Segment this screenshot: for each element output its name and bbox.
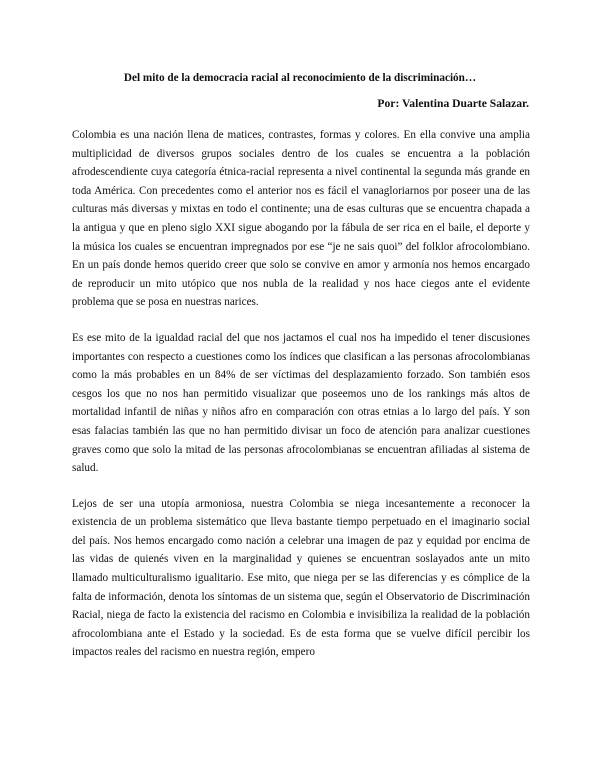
paragraph-3: Lejos de ser una utopía armoniosa, nuestra Colombia se niega incesantemente a reconocer la existencia de un problema sistemático que lleva bastante tiempo perpetuado en el imaginario social del país. Nos hemos encargado como nación a celebrar una imagen de paz y equidad por encima de las vidas de quienés viven en la marginalidad y quienes se encuentran soslayados ante un mito llamado multiculturalismo igualitario. Ese mito, que niega per se las diferencias y es cómplice de la falta de información, denota los síntomas de un sistema que, según el Observatorio de Discriminación Racial, niega de facto la existencia del racismo en Colombia e invisibiliza la realidad de la población afrocolombiana ante el Estado y la sociedad. Es de esta forma que se vuelve difícil percibir los impactos reales del racismo en nuestra región, empero [72, 497, 530, 659]
paragraph-2: Es ese mito de la igualdad racial del que nos jactamos el cual nos ha impedido el tener discusiones importantes con respecto a cuestiones como los índices que clasifican a las personas afrocolombianas como la más probables en un 84% de ser víctimas del desplazamiento forzado. Son también esos cesgos los que no nos han permitido visualizar que poseemos uno de los rankings más altos de mortalidad infantil de niñas y niños afro en comparación con otras etnias a lo largo del país. Y son esas falacias también las que no han permitido divisar un foco de atención para analizar cuestiones graves como que solo la mitad de las personas afrocolombianas se encuentran afiliadas al sistema de salud. [72, 331, 530, 475]
document-author: Por: Valentina Duarte Salazar. [377, 97, 529, 110]
paragraph-1: Colombia es una nación llena de matices, contrastes, formas y colores. En ella convive una amplia multiplicidad de diversos grupos sociales dentro de los cuales se encuentra a la población afrodescendiente cuya categoría étnica-racial representa a nivel continental la segunda más grande en toda América. Con precedentes como el anterior nos es fácil el vanagloriarnos por poseer una de las culturas más diversas y mixtas en todo el continente; una de esas culturas que se encuentra chapada a la antigua y que en pleno siglo XXI sigue abogando por la fábula de ser rica en el baile, el deporte y la música los cuales se encuentran impregnados por ese “je ne sais quoi” del folklor afrocolombiano. En un país donde hemos querido creer que solo se convive en amor y armonía nos hemos encargado de reproducir un mito utópico que nos nubla de la realidad y nos hace ciegos ante el evidente problema que se posa en nuestras narices. [72, 129, 530, 309]
document-body [72, 126, 530, 679]
document-title: Del mito de la democracia racial al reconocimiento de la discriminación… [123, 72, 477, 84]
